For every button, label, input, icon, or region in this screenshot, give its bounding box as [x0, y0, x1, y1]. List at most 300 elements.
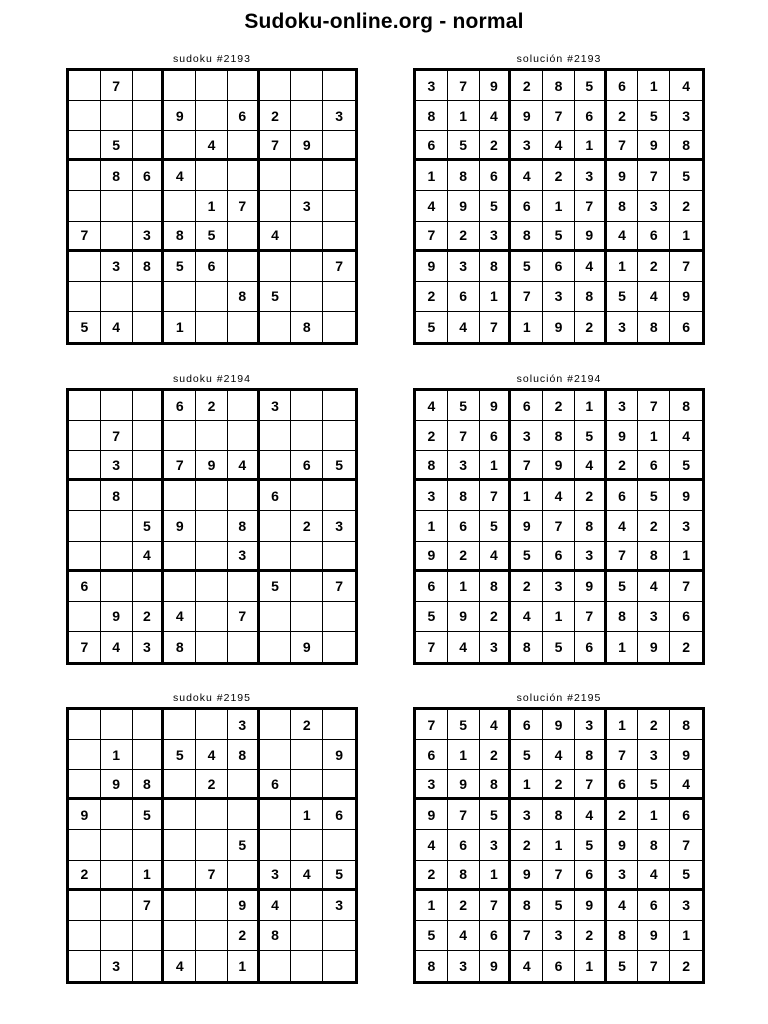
sudoku-cell: 5 — [480, 800, 512, 830]
sudoku-cell — [196, 891, 228, 921]
sudoku-cell — [196, 542, 228, 572]
sudoku-cell: 6 — [670, 602, 702, 632]
sudoku-cell: 4 — [638, 282, 670, 312]
sudoku-cell — [291, 770, 323, 800]
sudoku-cell: 1 — [638, 71, 670, 101]
sudoku-cell — [69, 161, 101, 191]
sudoku-cell: 3 — [323, 511, 355, 541]
sudoku-cell: 5 — [607, 282, 639, 312]
sudoku-cell — [291, 481, 323, 511]
sudoku-cell: 8 — [164, 222, 196, 252]
sudoku-cell: 9 — [638, 632, 670, 662]
sudoku-cell — [101, 800, 133, 830]
sudoku-cell: 8 — [133, 252, 165, 282]
sudoku-cell: 4 — [575, 451, 607, 481]
sudoku-cell: 1 — [543, 191, 575, 221]
sudoku-cell — [228, 391, 260, 421]
sudoku-cell: 2 — [638, 710, 670, 740]
sudoku-cell — [164, 800, 196, 830]
sudoku-cell: 5 — [260, 282, 292, 312]
sudoku-cell: 7 — [670, 830, 702, 860]
sudoku-cell: 8 — [543, 71, 575, 101]
sudoku-cell: 6 — [480, 421, 512, 451]
sudoku-cell: 9 — [575, 222, 607, 252]
sudoku-cell — [228, 572, 260, 602]
sudoku-cell: 6 — [575, 861, 607, 891]
sudoku-cell: 9 — [638, 921, 670, 951]
sudoku-cell: 3 — [228, 542, 260, 572]
sudoku-cell: 9 — [69, 800, 101, 830]
sudoku-cell — [196, 572, 228, 602]
sudoku-cell: 2 — [607, 101, 639, 131]
sudoku-cell: 8 — [511, 891, 543, 921]
sudoku-cell: 7 — [607, 740, 639, 770]
sudoku-cell — [323, 71, 355, 101]
sudoku-cell: 8 — [448, 161, 480, 191]
sudoku-cell: 5 — [101, 131, 133, 161]
sudoku-cell: 8 — [164, 632, 196, 662]
sudoku-cell: 8 — [133, 770, 165, 800]
sudoku-cell: 6 — [607, 770, 639, 800]
sudoku-cell: 6 — [164, 391, 196, 421]
sudoku-cell: 8 — [638, 312, 670, 342]
sudoku-cell: 9 — [291, 131, 323, 161]
sudoku-cell — [133, 830, 165, 860]
sudoku-cell: 6 — [575, 632, 607, 662]
sudoku-cell — [228, 252, 260, 282]
sudoku-cell: 3 — [416, 481, 448, 511]
sudoku-cell — [228, 632, 260, 662]
sudoku-cell — [323, 312, 355, 342]
sudoku-cell: 2 — [575, 921, 607, 951]
sudoku-cell: 4 — [416, 391, 448, 421]
sudoku-cell: 5 — [323, 861, 355, 891]
sudoku-cell: 4 — [196, 740, 228, 770]
sudoku-cell: 7 — [543, 101, 575, 131]
sudoku-cell: 9 — [196, 451, 228, 481]
sudoku-cell: 2 — [511, 572, 543, 602]
sudoku-cell — [323, 951, 355, 981]
sudoku-cell: 8 — [670, 391, 702, 421]
sudoku-cell — [291, 252, 323, 282]
sudoku-cell: 5 — [575, 830, 607, 860]
sudoku-cell: 3 — [323, 891, 355, 921]
sudoku-cell — [291, 421, 323, 451]
sudoku-cell: 7 — [575, 191, 607, 221]
sudoku-cell: 4 — [228, 451, 260, 481]
sudoku-cell: 3 — [133, 632, 165, 662]
sudoku-cell — [164, 191, 196, 221]
sudoku-cell: 1 — [133, 861, 165, 891]
solution-grid-2195 — [413, 692, 705, 984]
sudoku-cell — [291, 71, 323, 101]
sudoku-cell: 7 — [69, 222, 101, 252]
sudoku-cell — [133, 101, 165, 131]
sudoku-cell — [260, 632, 292, 662]
sudoku-cell: 7 — [480, 312, 512, 342]
sudoku-cell: 6 — [291, 451, 323, 481]
sudoku-cell — [101, 891, 133, 921]
sudoku-cell: 2 — [416, 421, 448, 451]
sudoku-cell: 7 — [448, 800, 480, 830]
sudoku-cell — [69, 481, 101, 511]
sudoku-cell: 5 — [480, 511, 512, 541]
sudoku-cell: 5 — [323, 451, 355, 481]
sudoku-cell: 7 — [228, 602, 260, 632]
sudoku-cell — [133, 740, 165, 770]
sudoku-cell: 4 — [196, 131, 228, 161]
sudoku-cell: 4 — [543, 481, 575, 511]
sudoku-cell: 7 — [323, 572, 355, 602]
sudoku-cell: 9 — [638, 131, 670, 161]
sudoku-cell: 5 — [69, 312, 101, 342]
sudoku-cell: 6 — [416, 572, 448, 602]
sudoku-cell — [291, 391, 323, 421]
sudoku-cell: 2 — [607, 451, 639, 481]
sudoku-cell: 4 — [575, 252, 607, 282]
sudoku-cell: 7 — [670, 252, 702, 282]
sudoku-cell — [323, 481, 355, 511]
sudoku-cell: 1 — [511, 770, 543, 800]
sudoku-cell: 6 — [511, 391, 543, 421]
sudoku-cell — [69, 71, 101, 101]
sudoku-cell: 4 — [101, 632, 133, 662]
sudoku-cell: 8 — [228, 282, 260, 312]
sudoku-cell: 3 — [260, 391, 292, 421]
sudoku-cell — [196, 421, 228, 451]
sudoku-cell: 1 — [638, 800, 670, 830]
sudoku-cell — [69, 830, 101, 860]
sudoku-cell: 6 — [543, 951, 575, 981]
sudoku-cell: 7 — [164, 451, 196, 481]
sudoku-cell: 4 — [480, 710, 512, 740]
sudoku-cell: 4 — [575, 800, 607, 830]
sudoku-cell: 5 — [575, 421, 607, 451]
sudoku-cell: 8 — [607, 191, 639, 221]
sudoku-cell — [228, 131, 260, 161]
sudoku-cell — [69, 740, 101, 770]
sudoku-cell: 3 — [511, 131, 543, 161]
sudoku-cell — [260, 511, 292, 541]
sudoku-cell — [101, 542, 133, 572]
sudoku-cell: 9 — [101, 770, 133, 800]
sudoku-cell: 3 — [607, 312, 639, 342]
sudoku-cell — [133, 481, 165, 511]
sudoku-cell: 3 — [543, 282, 575, 312]
sudoku-cell — [101, 282, 133, 312]
sudoku-cell — [69, 252, 101, 282]
sudoku-cell — [228, 161, 260, 191]
sudoku-cell: 2 — [260, 101, 292, 131]
sudoku-cell: 2 — [682, 638, 690, 655]
sudoku-cell — [228, 421, 260, 451]
sudoku-cell: 7 — [607, 131, 639, 161]
sudoku-cell: 3 — [323, 101, 355, 131]
sudoku-cell: 1 — [291, 800, 323, 830]
grid-caption: solución #2193 — [516, 53, 602, 65]
sudoku-cell: 2 — [416, 861, 448, 891]
sudoku-cell: 6 — [682, 318, 690, 335]
sudoku-cell: 3 — [133, 222, 165, 252]
sudoku-cell — [291, 830, 323, 860]
sudoku-cell — [101, 861, 133, 891]
sudoku-cell: 7 — [323, 252, 355, 282]
sudoku-cell: 5 — [670, 451, 702, 481]
sudoku-grid — [66, 68, 358, 345]
sudoku-cell: 6 — [670, 800, 702, 830]
sudoku-cell: 8 — [228, 740, 260, 770]
sudoku-cell — [101, 921, 133, 951]
sudoku-cell: 9 — [607, 161, 639, 191]
sudoku-cell — [196, 951, 228, 981]
sudoku-cell: 9 — [164, 511, 196, 541]
sudoku-cell: 4 — [448, 921, 480, 951]
sudoku-cell: 1 — [480, 451, 512, 481]
sudoku-cell: 1 — [448, 572, 480, 602]
sudoku-cell: 3 — [511, 800, 543, 830]
sudoku-cell — [323, 602, 355, 632]
sudoku-cell: 4 — [511, 951, 543, 981]
sudoku-cell: 6 — [416, 131, 448, 161]
sudoku-cell — [69, 542, 101, 572]
sudoku-cell: 5 — [638, 101, 670, 131]
sudoku-cell: 9 — [607, 421, 639, 451]
sudoku-cell: 2 — [682, 957, 690, 974]
sudoku-cell — [164, 71, 196, 101]
page-title: Sudoku-online.org - normal — [244, 10, 524, 33]
sudoku-cell: 7 — [638, 391, 670, 421]
sudoku-cell — [291, 740, 323, 770]
sudoku-cell — [133, 131, 165, 161]
sudoku-cell — [133, 391, 165, 421]
sudoku-cell: 7 — [228, 191, 260, 221]
sudoku-cell — [164, 481, 196, 511]
sudoku-cell: 1 — [228, 951, 260, 981]
sudoku-cell: 7 — [575, 602, 607, 632]
sudoku-cell: 8 — [670, 131, 702, 161]
sudoku-cell: 4 — [670, 71, 702, 101]
sudoku-cell: 4 — [638, 861, 670, 891]
sudoku-cell — [133, 191, 165, 221]
sudoku-cell: 2 — [511, 71, 543, 101]
sudoku-cell — [260, 951, 292, 981]
sudoku-cell: 2 — [543, 770, 575, 800]
sudoku-grid — [66, 707, 358, 984]
sudoku-cell: 1 — [670, 542, 702, 572]
sudoku-cell: 4 — [260, 222, 292, 252]
sudoku-cell: 1 — [670, 921, 702, 951]
sudoku-cell: 8 — [416, 101, 448, 131]
sudoku-cell: 8 — [670, 710, 702, 740]
sudoku-cell: 1 — [164, 312, 196, 342]
sudoku-cell: 5 — [416, 602, 448, 632]
sudoku-cell: 2 — [196, 770, 228, 800]
sudoku-cell: 9 — [670, 740, 702, 770]
sudoku-cell: 5 — [164, 740, 196, 770]
sudoku-cell — [133, 921, 165, 951]
sudoku-cell: 1 — [575, 391, 607, 421]
sudoku-cell: 1 — [448, 101, 480, 131]
sudoku-cell: 8 — [228, 511, 260, 541]
sudoku-cell — [164, 421, 196, 451]
sudoku-cell: 2 — [480, 602, 512, 632]
sudoku-cell: 3 — [638, 740, 670, 770]
sudoku-cell — [164, 542, 196, 572]
sudoku-cell: 6 — [607, 71, 639, 101]
sudoku-cell: 8 — [575, 511, 607, 541]
sudoku-cell: 6 — [69, 572, 101, 602]
sudoku-cell: 9 — [480, 951, 512, 981]
sudoku-cell — [196, 921, 228, 951]
sudoku-cell — [291, 921, 323, 951]
sudoku-cell: 9 — [607, 830, 639, 860]
sudoku-cell: 2 — [133, 602, 165, 632]
sudoku-cell — [101, 830, 133, 860]
sudoku-cell: 8 — [101, 161, 133, 191]
sudoku-cell — [323, 710, 355, 740]
solution-grid-2194 — [413, 373, 705, 665]
sudoku-cell: 5 — [543, 222, 575, 252]
sudoku-cell — [196, 282, 228, 312]
sudoku-cell: 8 — [543, 421, 575, 451]
grid-caption: sudoku #2193 — [173, 53, 251, 65]
sudoku-cell — [133, 710, 165, 740]
sudoku-cell — [196, 632, 228, 662]
sudoku-cell: 1 — [480, 282, 512, 312]
sudoku-cell: 5 — [670, 161, 702, 191]
sudoku-cell: 7 — [511, 921, 543, 951]
sudoku-cell: 6 — [228, 101, 260, 131]
sudoku-cell — [164, 830, 196, 860]
sudoku-cell: 4 — [511, 602, 543, 632]
sudoku-cell: 6 — [543, 252, 575, 282]
sudoku-cell — [260, 830, 292, 860]
sudoku-cell: 2 — [448, 222, 480, 252]
sudoku-cell: 2 — [196, 391, 228, 421]
sudoku-cell — [323, 391, 355, 421]
sudoku-cell: 2 — [511, 830, 543, 860]
sudoku-cell: 2 — [543, 161, 575, 191]
sudoku-cell: 9 — [480, 391, 512, 421]
sudoku-cell: 5 — [543, 632, 575, 662]
sudoku-cell — [164, 921, 196, 951]
sudoku-cell: 4 — [291, 861, 323, 891]
sudoku-cell — [69, 710, 101, 740]
sudoku-cell: 5 — [448, 131, 480, 161]
sudoku-cell: 3 — [638, 602, 670, 632]
sudoku-cell: 9 — [416, 252, 448, 282]
sudoku-cell: 8 — [543, 800, 575, 830]
solution-grid — [413, 68, 705, 345]
sudoku-cell: 1 — [196, 191, 228, 221]
sudoku-cell: 1 — [607, 632, 639, 662]
solution-grid — [413, 707, 705, 984]
sudoku-cell — [196, 830, 228, 860]
sudoku-cell — [323, 191, 355, 221]
sudoku-cell: 9 — [291, 632, 323, 662]
sudoku-cell: 3 — [543, 921, 575, 951]
sudoku-cell — [196, 312, 228, 342]
sudoku-cell: 4 — [164, 951, 196, 981]
sudoku-cell: 9 — [575, 572, 607, 602]
sudoku-cell: 1 — [543, 602, 575, 632]
sudoku-cell — [196, 602, 228, 632]
sudoku-cell: 7 — [448, 421, 480, 451]
sudoku-cell — [101, 101, 133, 131]
sudoku-cell: 9 — [543, 710, 575, 740]
sudoku-cell — [260, 740, 292, 770]
sudoku-cell: 4 — [164, 161, 196, 191]
sudoku-cell: 7 — [543, 861, 575, 891]
sudoku-cell: 4 — [638, 572, 670, 602]
sudoku-cell — [164, 572, 196, 602]
sudoku-cell: 8 — [448, 861, 480, 891]
sudoku-cell: 7 — [416, 222, 448, 252]
sudoku-cell — [323, 421, 355, 451]
sudoku-cell — [291, 572, 323, 602]
sudoku-cell: 1 — [670, 222, 702, 252]
sudoku-cell — [196, 710, 228, 740]
sudoku-cell: 7 — [543, 511, 575, 541]
sudoku-cell: 3 — [101, 951, 133, 981]
sudoku-cell: 8 — [575, 740, 607, 770]
sudoku-cell: 7 — [416, 710, 448, 740]
sudoku-cell: 3 — [291, 191, 323, 221]
sudoku-cell — [260, 312, 292, 342]
sudoku-cell: 2 — [543, 391, 575, 421]
sudoku-cell — [260, 602, 292, 632]
sudoku-cell: 5 — [196, 222, 228, 252]
sudoku-cell: 7 — [69, 632, 101, 662]
sudoku-cell: 4 — [480, 542, 512, 572]
sudoku-cell: 7 — [638, 161, 670, 191]
sudoku-cell — [164, 891, 196, 921]
sudoku-cell: 8 — [291, 312, 323, 342]
sudoku-cell: 9 — [164, 101, 196, 131]
sudoku-cell: 6 — [543, 542, 575, 572]
sudoku-cell — [323, 542, 355, 572]
sudoku-cell: 3 — [448, 451, 480, 481]
sudoku-cell — [69, 602, 101, 632]
sudoku-cell: 5 — [575, 71, 607, 101]
sudoku-cell — [69, 131, 101, 161]
sudoku-cell — [69, 511, 101, 541]
sudoku-cell — [260, 451, 292, 481]
sudoku-cell: 7 — [607, 542, 639, 572]
sudoku-cell: 3 — [670, 101, 702, 131]
sudoku-cell: 4 — [101, 312, 133, 342]
sudoku-cell — [260, 161, 292, 191]
sudoku-cell: 2 — [575, 481, 607, 511]
sudoku-cell: 7 — [101, 71, 133, 101]
sudoku-cell: 9 — [323, 740, 355, 770]
sudoku-cell: 6 — [607, 481, 639, 511]
sudoku-cell: 2 — [228, 921, 260, 951]
sudoku-cell — [101, 710, 133, 740]
sudoku-cell — [101, 191, 133, 221]
sudoku-cell — [101, 391, 133, 421]
sudoku-cell: 9 — [511, 101, 543, 131]
sudoku-cell: 9 — [448, 191, 480, 221]
sudoku-cell: 6 — [480, 161, 512, 191]
sudoku-cell: 1 — [511, 312, 543, 342]
sudoku-cell: 4 — [416, 191, 448, 221]
sudoku-cell: 3 — [575, 710, 607, 740]
sudoku-cell: 3 — [416, 71, 448, 101]
sudoku-cell — [228, 770, 260, 800]
sudoku-cell: 3 — [260, 861, 292, 891]
sudoku-cell: 5 — [133, 800, 165, 830]
